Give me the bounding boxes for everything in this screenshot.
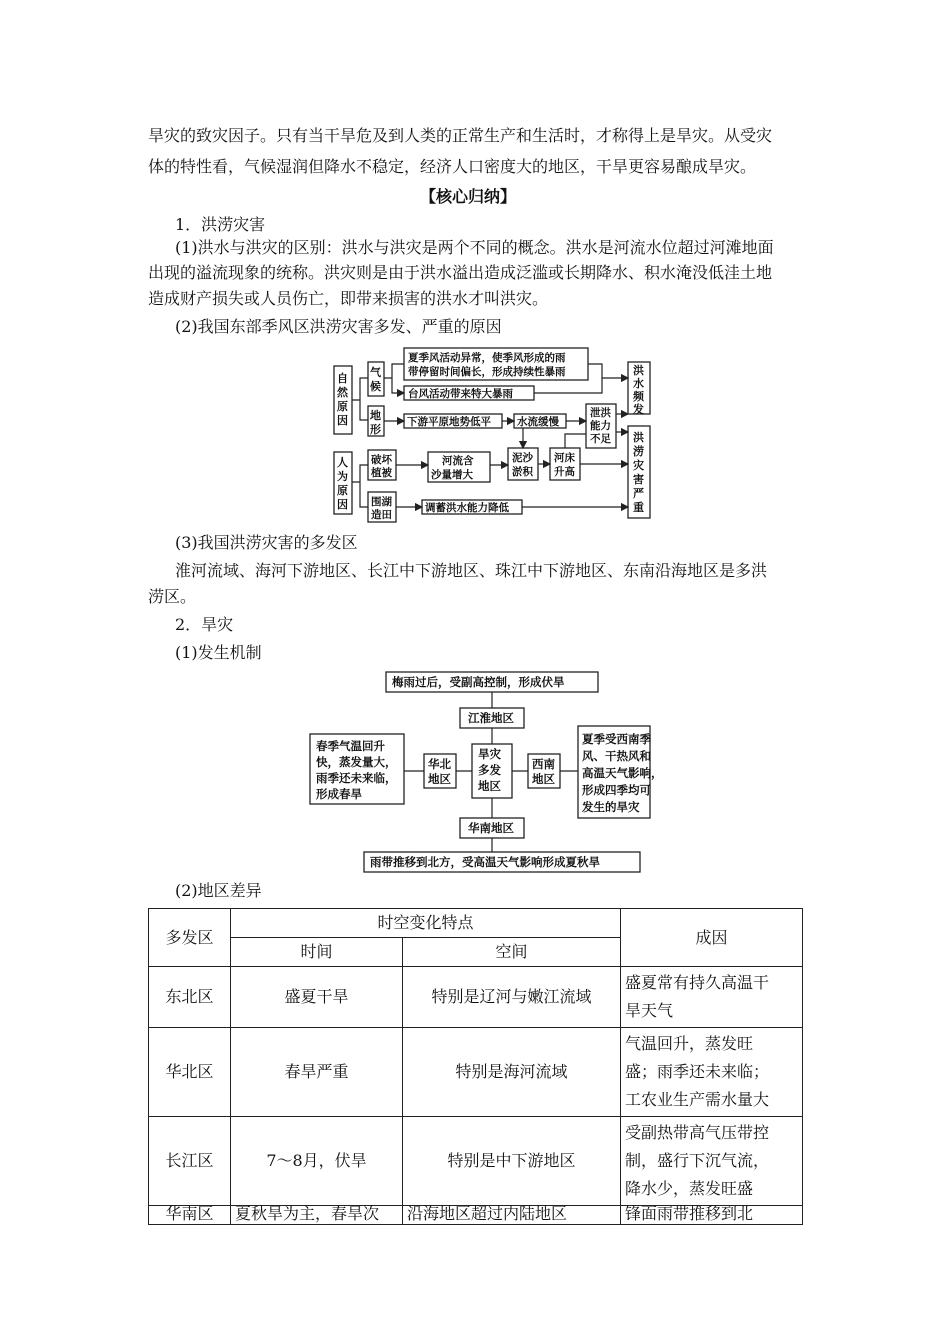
flood-severe-text: 洪涝灾害严重: [633, 431, 644, 514]
para-3-heading: (3)我国洪涝灾害的多发区: [175, 533, 358, 552]
human-causes-label: 人为原因: [337, 456, 348, 511]
region-cell: 华北区: [149, 1028, 231, 1117]
header-region: 多发区: [149, 909, 231, 967]
cause-cell: 受副热带高气压带控 制，盛行下沉气流， 降水少，蒸发旺盛: [621, 1117, 803, 1206]
para-1-line-3: 造成财产损失或人员伤亡，即带来损害的洪水才叫洪灾。: [148, 289, 549, 308]
storage-box-text: 调蓄洪水能力降低: [425, 502, 509, 514]
cause-cell: 气温回升，蒸发旺 盛；雨季还未来临； 工农业生产需水量大: [621, 1028, 803, 1117]
header-space: 空间: [403, 938, 621, 967]
time-cell: 盛夏干旱: [231, 967, 403, 1028]
header-time: 时间: [231, 938, 403, 967]
space-cell: 特别是辽河与嫩江流域: [403, 967, 621, 1028]
para-3-line-1: 淮河流域、海河下游地区、长江中下游地区、珠江中下游地区、东南沿海地区是多洪: [175, 561, 768, 580]
para-1-line-1: (1)洪水与洪灾的区别：洪水与洪灾是两个不同的概念。洪水是河流水位超过河滩地面: [175, 238, 774, 257]
terrain-label: 地形: [370, 409, 381, 436]
table-row: [149, 1117, 803, 1206]
time-cell: 春旱严重: [231, 1028, 403, 1117]
flood-cause-diagram: [332, 344, 654, 520]
monsoon-box-text: 夏季风活动异常，使季风形成的雨带停留时间偏长，形成持续性暴雨: [408, 352, 566, 378]
intro-line-2: 体的特性看，气候湿润但降水不稳定，经济人口密度大的地区，干旱更容易酿成旱灾。: [148, 157, 757, 176]
time-cell: 7～8月，伏旱: [231, 1117, 403, 1206]
jianghuai-text: 江淮地区: [468, 711, 514, 725]
header-cause: 成因: [621, 909, 803, 967]
southwest-text: 西南地区: [532, 757, 555, 786]
sediment-box-text: 河流含沙量增大: [431, 455, 474, 481]
cause-cell: 盛夏常有持久高温干 旱天气: [621, 967, 803, 1028]
lowland-box-text: 下游平原地势低平: [407, 416, 491, 428]
center-text: 旱灾多发地区: [478, 747, 501, 793]
para-1-line-2: 出现的溢流现象的统称。洪灾则是由于洪水溢出造成泛滥或长期降水、积水淹没低洼土地: [148, 263, 773, 282]
drain-box-text: 泄洪能力不足: [590, 407, 611, 445]
table-row: [149, 1028, 803, 1117]
space-cell: 特别是中下游地区: [403, 1117, 621, 1206]
veg-box-text: 破坏植被: [371, 454, 392, 479]
heading-drought: 2．旱灾: [175, 615, 234, 634]
silt-box-text: 泥沙淤积: [512, 452, 533, 478]
para-3-line-2: 涝区。: [148, 587, 197, 606]
typhoon-box-text: 台风活动带来特大暴雨: [408, 388, 513, 400]
intro-line-1: 旱灾的致灾因子。只有当干旱危及到人类的正常生产和生活时，才称得上是旱灾。从受灾: [148, 126, 773, 145]
north-text: 华北地区: [428, 757, 451, 786]
table-row: [149, 967, 803, 1028]
para-4-heading: (1)发生机制: [175, 643, 262, 662]
drought-top-text: 梅雨过后，受副高控制，形成伏旱: [392, 675, 565, 689]
section-heading: 【核心归纳】: [420, 187, 517, 206]
region-cell: 东北区: [149, 967, 231, 1028]
table-row: [149, 1206, 803, 1225]
flood-frequent-text: 洪水频发: [633, 364, 644, 416]
region-cell: 华南区: [149, 1206, 231, 1225]
drought-bottom-text: 雨带推移到北方，受高温天气影响形成夏秋旱: [370, 855, 600, 869]
spring-drought-text: 春季气温回升 快，蒸发量大， 雨季还未来临， 形成春旱: [316, 739, 397, 801]
time-cell: 夏秋旱为主，春旱次: [231, 1206, 403, 1225]
drought-mechanism-diagram: [306, 670, 663, 876]
cause-cell: 锋面雨带推移到北: [621, 1206, 803, 1225]
para-5-heading: (2)地区差异: [175, 881, 262, 900]
para-2-heading: (2)我国东部季风区洪涝灾害多发、严重的原因: [175, 317, 502, 336]
south-text: 华南地区: [468, 821, 514, 835]
space-cell: 特别是海河流域: [403, 1028, 621, 1117]
drought-region-table: [148, 908, 803, 1225]
southwest-drought-text: 夏季受西南季 风、干热风和 高温天气影响， 形成四季均可 发生的旱灾: [582, 732, 663, 814]
natural-causes-label: 自然原因: [337, 372, 348, 427]
header-feature: 时空变化特点: [231, 909, 621, 938]
lake-box-text: 围湖造田: [371, 496, 392, 521]
region-cell: 长江区: [149, 1117, 231, 1206]
heading-flood: 1．洪涝灾害: [175, 215, 266, 234]
riverbed-box-text: 河床升高: [554, 452, 575, 478]
climate-label: 气候: [370, 366, 381, 393]
space-cell: 沿海地区超过内陆地区: [403, 1206, 621, 1225]
slowflow-box-text: 水流缓慢: [517, 416, 559, 428]
